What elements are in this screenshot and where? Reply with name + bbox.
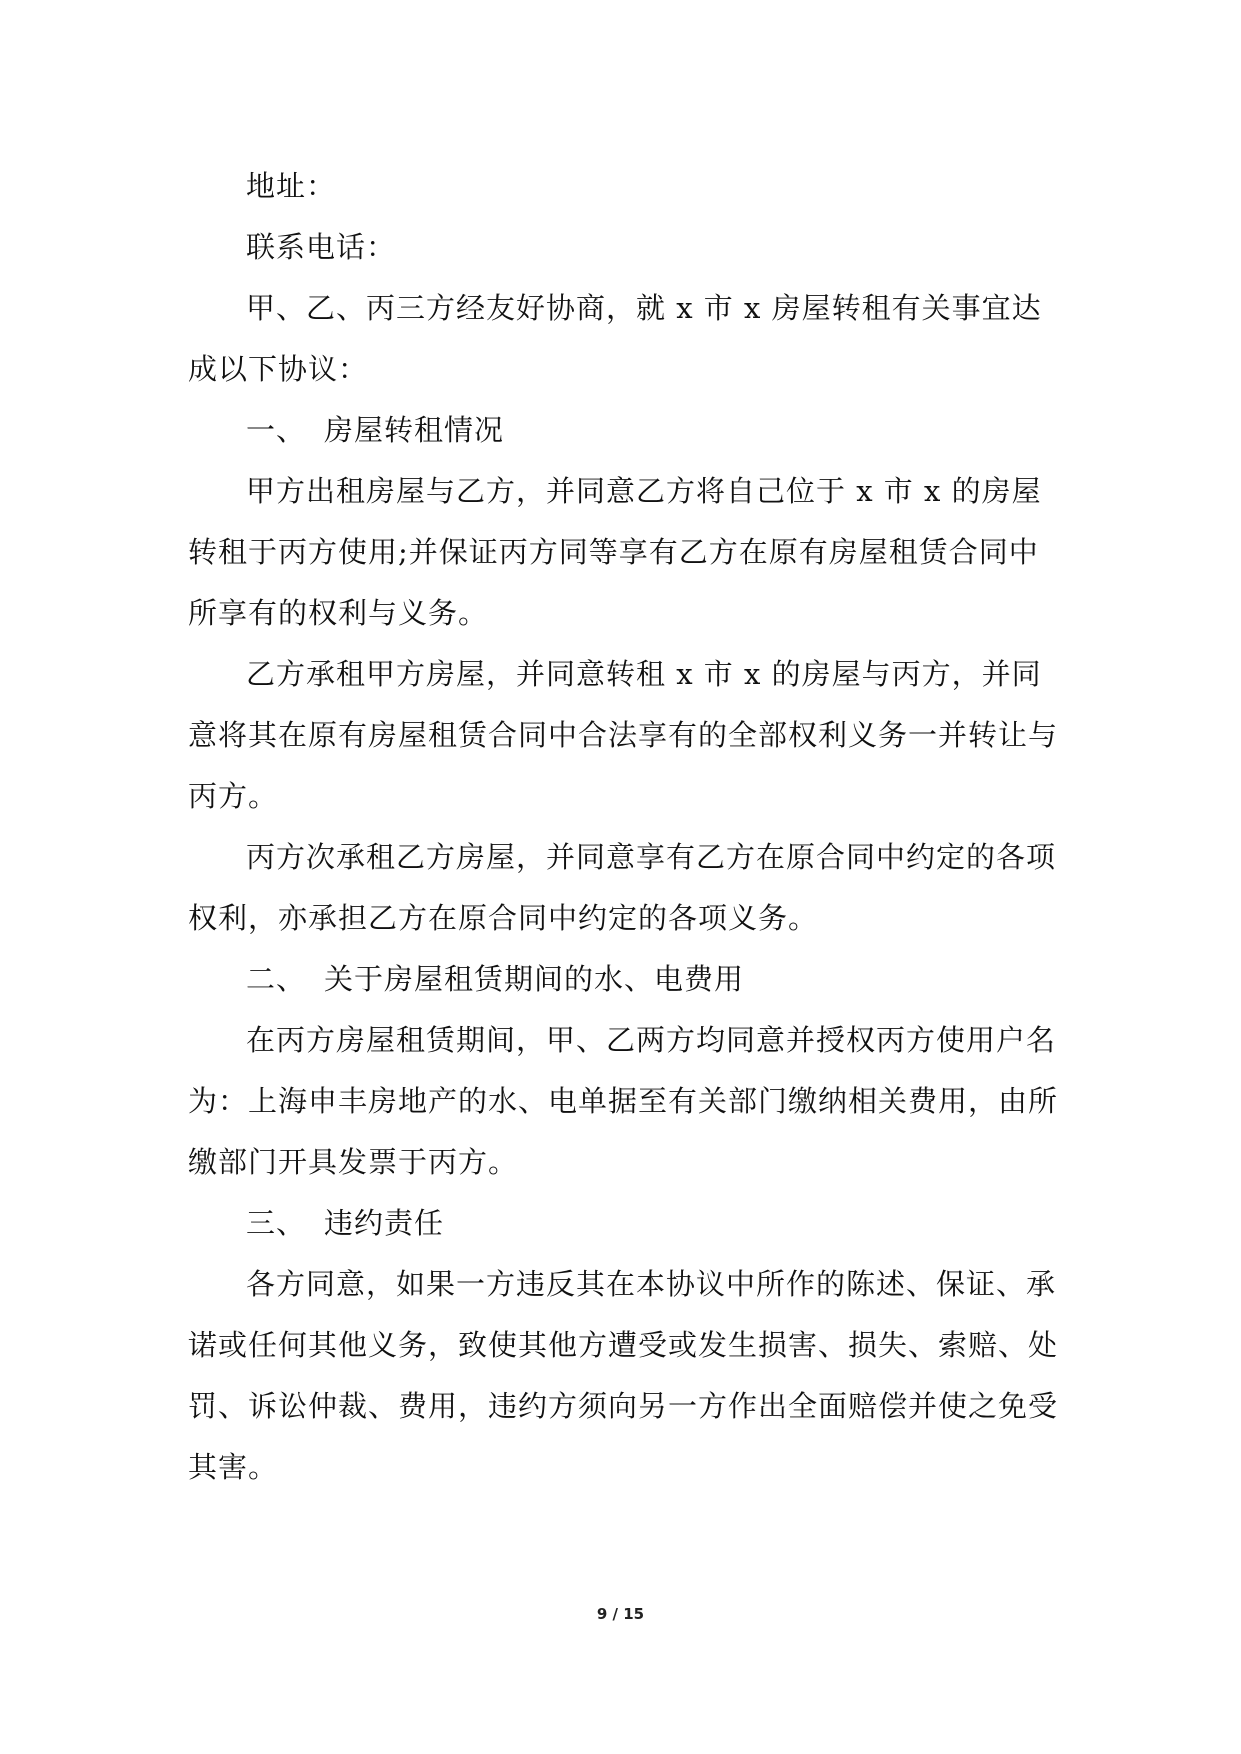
clause-paragraph: 甲方出租房屋与乙方，并同意乙方将自己位于 x 市 x 的房屋转租于丙方使用;并保证丙方同等享有乙方在原有房屋租赁合同中所享有的权利与义务。 xyxy=(188,474,1042,630)
page-number: 9 / 15 xyxy=(596,1605,645,1623)
section-title-1: 房屋转租情况 xyxy=(324,413,505,447)
clause-paragraph: 丙方次承租乙方房屋，并同意享有乙方在原合同中约定的各项权利，亦承担乙方在原合同中约定的各项义务。 xyxy=(188,840,1057,935)
section-heading-2 xyxy=(188,949,1068,1010)
document-body xyxy=(188,156,1068,1498)
clause-paragraph: 乙方承租甲方房屋，并同意转租 x 市 x 的房屋与丙方，并同意将其在原有房屋租赁合同中合法享有的全部权利义务一并转让与丙方。 xyxy=(188,657,1059,813)
section-number-2: 二、 xyxy=(246,962,307,996)
clause-paragraph: 各方同意，如果一方违反其在本协议中所作的陈述、保证、承诺或任何其他义务，致使其他方遭受或发生损害、损失、索赔、处罚、诉讼仲裁、费用，违约方须向另一方作出全面赔偿并使之免受其害。 xyxy=(188,1267,1059,1484)
agreement-intro: 甲、乙、丙三方经友好协商，就 x 市 x 房屋转租有关事宜达成以下协议： xyxy=(188,291,1042,386)
section-title-3: 违约责任 xyxy=(324,1206,445,1240)
clause-paragraph: 在丙方房屋租赁期间，甲、乙两方均同意并授权丙方使用户名为：上海申丰房地产的水、电单据至有关部门缴纳相关费用，由所缴部门开具发票于丙方。 xyxy=(188,1023,1059,1179)
section-title-2: 关于房屋租赁期间的水、电费用 xyxy=(324,962,745,996)
section-number-3: 三、 xyxy=(246,1206,307,1240)
section-number-1: 一、 xyxy=(246,413,307,447)
phone-label: 联系电话： xyxy=(246,230,397,264)
address-label: 地址： xyxy=(246,169,337,203)
section-heading-3 xyxy=(188,1193,1068,1254)
section-heading-1 xyxy=(188,400,1068,461)
